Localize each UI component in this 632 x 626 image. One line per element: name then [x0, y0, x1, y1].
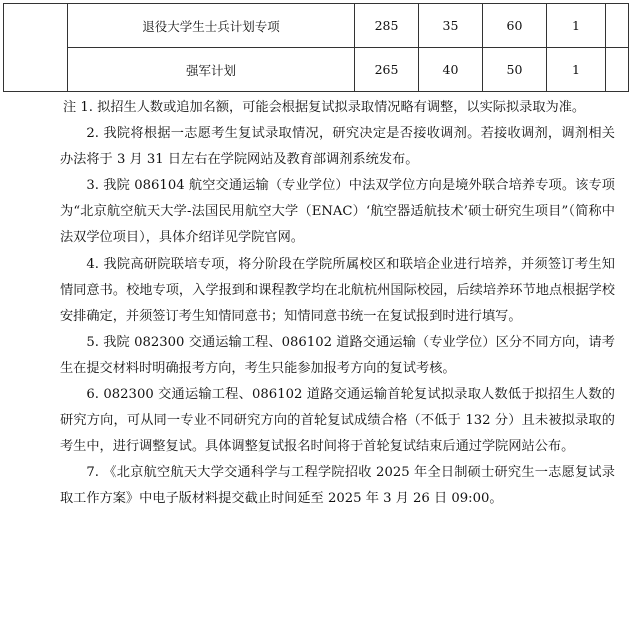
table-cell: 1	[547, 4, 606, 48]
notes-section	[60, 95, 615, 513]
table-cell	[606, 48, 629, 92]
table-row	[4, 48, 629, 92]
table-cell	[606, 4, 629, 48]
note-3: 3. 我院 086104 航空交通运输（专业学位）中法双学位方向是境外联合培养专项。该专项为“北京航空航天大学-法国民用航空大学（ENAC）‘航空器适航技术’硕士研究生项目”（简称中法双学位项目），具体介绍详见学院官网。	[60, 178, 615, 246]
table-cell: 1	[547, 48, 606, 92]
note-4: 4. 我院高研院联培专项，将分阶段在学院所属校区和联培企业进行培养，并须签订考生知情同意书。校地专项，入学报到和课程教学均在北航杭州国际校园，后续培养环节地点根据学校安排确定，并须签订考生知情同意书；知情同意书统一在复试报到时进行填写。	[60, 256, 615, 324]
table-cell-blank	[4, 4, 68, 92]
note-2: 2. 我院将根据一志愿考生复试录取情况，研究决定是否接收调剂。若接收调剂，调剂相关办法将于 3 月 31 日左右在学院网站及教育部调剂系统发布。	[60, 126, 615, 168]
note-6: 6. 082300 交通运输工程、086102 道路交通运输首轮复试拟录取人数低于拟招生人数的研究方向，可从同一专业不同研究方向的首轮复试成绩合格（不低于 132 分）且未被拟录取的考生中，进行调整复试。具体调整复试报名时间将于首轮复试结束后通过学院网站公布。	[60, 387, 615, 455]
table-cell: 265	[355, 48, 419, 92]
table-cell: 35	[419, 4, 483, 48]
table-cell: 285	[355, 4, 419, 48]
quota-table	[3, 3, 629, 92]
table-cell-project: 退役大学生士兵计划专项	[68, 4, 355, 48]
table-cell: 60	[483, 4, 547, 48]
table-row	[4, 4, 629, 48]
table-cell: 40	[419, 48, 483, 92]
table-cell: 50	[483, 48, 547, 92]
table-cell-project: 强军计划	[68, 48, 355, 92]
note-1: 注 1. 拟招生人数或追加名额，可能会根据复试拟录取情况略有调整，以实际拟录取为准。	[63, 100, 586, 115]
note-5: 5. 我院 082300 交通运输工程、086102 道路交通运输（专业学位）区分不同方向，请考生在提交材料时明确报考方向，考生只能参加报考方向的复试考核。	[60, 334, 615, 376]
note-7: 7. 《北京航空航天大学交通科学与工程学院招收 2025 年全日制硕士研究生一志愿复试录取工作方案》中电子版材料提交截止时间延至 2025 年 3 月 26 日 09:00。	[60, 465, 615, 507]
